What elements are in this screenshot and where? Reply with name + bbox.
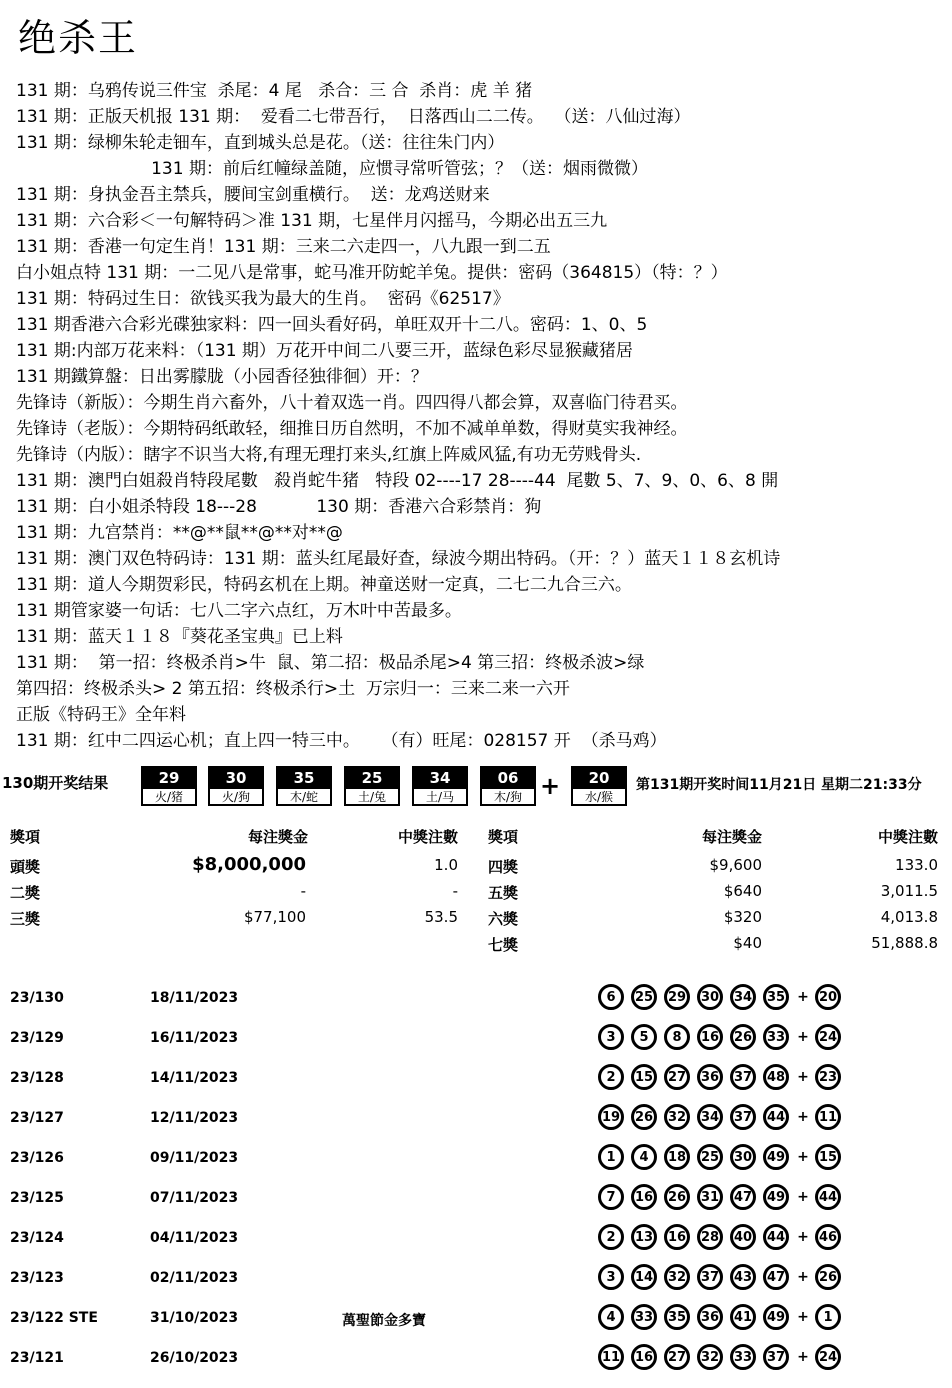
history-ball: 16 [631,1184,657,1210]
plus-sign: + [797,1189,809,1205]
prediction-line: 131 期：九宫禁肖：**@**鼠**@**对**@ [16,523,343,543]
prize-header-count: 中獎注數 [877,828,938,846]
prediction-line: 白小姐点特 131 期：一二见八是常事，蛇马准开防蛇羊兔。提供：密码（364815）（特：？） [16,263,728,283]
history-ball: 35 [664,1304,690,1330]
draw-id: 23/122 STE [10,1310,98,1326]
prize-header-amount: 每注獎金 [247,828,308,846]
prediction-line: 131 期：六合彩＜一句解特码＞准 131 期，七星伴月闪摇马，今期必出五三九 [16,211,608,231]
prize-count: 3,011.5 [880,882,938,900]
next-draw-time: 第131期开奖时间11月21日 星期二21:33分 [636,777,922,793]
ball-number: 20 [573,768,625,789]
prediction-line: 131 期： 第一招：终极杀肖>牛 鼠、第二招：极品杀尾>4 第三招：终极杀波>绿 [16,653,645,673]
prediction-line: 第四招：终极杀头> 2 第五招：终极杀行>土 万宗归一：三来二来一六开 [16,679,570,699]
prediction-line: 131 期：澳門白姐殺肖特段尾數 殺肖蛇牛猪 特段 02----17 28----44 尾數 5、7、9、0、6、8 開 [16,471,779,491]
history-ball: 3 [598,1264,624,1290]
plus-sign: + [797,1029,809,1045]
history-ball: 16 [697,1024,723,1050]
ball-zodiac: 火/猪 [154,790,184,804]
draw-result-bar [0,764,952,808]
history-ball: 25 [631,984,657,1010]
draw-result-label: 130期开奖结果 [2,774,109,792]
history-ball: 27 [664,1344,690,1370]
draw-date: 18/11/2023 [150,990,239,1006]
prediction-line: 131 期:内部万花来料：（131 期）万花开中间二八要三开，蓝绿色彩尽显猴藏猪居 [16,341,633,361]
history-ball: 49 [763,1184,789,1210]
history-row [0,1060,952,1100]
history-ball: 31 [697,1184,723,1210]
prize-amount: $640 [723,882,762,900]
history-row [0,1020,952,1060]
history-row [0,1260,952,1300]
history-special-ball: 15 [815,1144,841,1170]
history-ball: 26 [664,1184,690,1210]
history-ball: 18 [664,1144,690,1170]
history-special-ball: 11 [815,1104,841,1130]
history-ball: 44 [763,1224,789,1250]
history-ball: 37 [697,1264,723,1290]
prize-count: 4,013.8 [880,908,938,926]
history-ball: 35 [763,984,789,1010]
prediction-line: 先锋诗（内版）：瞎字不识当大将,有理无理打来头,红旗上阵威风猛,有功无劳贱骨头. [16,445,642,465]
prize-name: 五獎 [488,884,519,902]
draw-history-list [0,980,952,1380]
history-special-ball: 44 [815,1184,841,1210]
history-row [0,1180,952,1220]
plus-sign: + [797,1269,809,1285]
prediction-line: 先锋诗（新版）：今期生肖六畜外，八十着双选一肖。四四得八都会算，双喜临门待君买。 [16,393,688,413]
prediction-lines [0,78,952,754]
draw-ball [141,766,197,806]
draw-ball [344,766,400,806]
history-ball: 7 [598,1184,624,1210]
draw-id: 23/121 [10,1350,64,1366]
history-ball: 44 [763,1104,789,1130]
history-ball: 36 [697,1304,723,1330]
history-ball: 27 [664,1064,690,1090]
draw-ball [412,766,468,806]
prize-name: 頭獎 [10,858,41,876]
history-ball: 5 [631,1024,657,1050]
history-ball: 4 [598,1304,624,1330]
history-ball: 34 [697,1104,723,1130]
ball-zodiac: 火/狗 [221,790,251,804]
history-ball: 2 [598,1224,624,1250]
history-special-ball: 24 [815,1344,841,1370]
history-ball: 16 [631,1344,657,1370]
history-ball: 13 [631,1224,657,1250]
prediction-line: 131 期管家婆一句话：七八二字六点红，万木叶中苦最多。 [16,601,462,621]
history-ball: 6 [598,984,624,1010]
history-row [0,1340,952,1380]
history-special-ball: 46 [815,1224,841,1250]
ball-number: 34 [414,768,466,789]
history-ball: 37 [763,1344,789,1370]
prediction-line: 131 期：澳门双色特码诗：131 期：蓝头红尾最好查，绿波今期出特码。（开：？）蓝天１１８玄机诗 [16,549,781,569]
history-ball: 33 [631,1304,657,1330]
prize-amount: $320 [723,908,762,926]
history-ball: 2 [598,1064,624,1090]
history-ball: 40 [730,1224,756,1250]
draw-id: 23/126 [10,1150,64,1166]
history-ball: 16 [664,1224,690,1250]
history-special-ball: 20 [815,984,841,1010]
ball-number: 29 [143,768,195,789]
history-balls [598,1304,848,1330]
prize-name: 三獎 [10,910,41,928]
history-ball: 47 [763,1264,789,1290]
history-row [0,1300,952,1340]
history-special-ball: 24 [815,1024,841,1050]
draw-id: 23/128 [10,1070,64,1086]
prize-table [0,820,952,960]
history-special-ball: 23 [815,1064,841,1090]
draw-date: 02/11/2023 [150,1270,239,1286]
history-ball: 41 [730,1304,756,1330]
history-ball: 32 [664,1104,690,1130]
prize-amount: $40 [733,934,762,952]
history-ball: 11 [598,1344,624,1370]
draw-id: 23/130 [10,990,64,1006]
plus-sign: + [797,1349,809,1365]
history-ball: 47 [730,1184,756,1210]
prize-header-count: 中獎注數 [397,828,458,846]
special-ball [571,766,627,806]
history-special-ball: 26 [815,1264,841,1290]
prediction-line: 131 期：红中二四运心机；直上四一特三中。 （有）旺尾：028157 开 （杀马鸡） [16,731,667,751]
history-ball: 36 [697,1064,723,1090]
draw-date: 14/11/2023 [150,1070,239,1086]
draw-date: 12/11/2023 [150,1110,239,1126]
prediction-line: 131 期：前后红幢绿盖随，应惯寻常听管弦；？（送：烟雨微微） [16,159,648,179]
prediction-line: 131 期：正版天机报 131 期： 爱看二七带吾行， 日落西山二二传。 （送：八仙过海） [16,107,691,127]
prediction-line: 131 期：白小姐杀特段 18---28 130 期：香港六合彩禁肖：狗 [16,497,542,517]
prediction-line: 先锋诗（老版）：今期特码纸敢轻，细推日历自然明，不加不减单单数，得财莫实我神经。 [16,419,688,439]
plus-sign: + [797,989,809,1005]
plus-sign: + [797,1309,809,1325]
history-ball: 49 [763,1304,789,1330]
history-ball: 49 [763,1144,789,1170]
history-ball: 14 [631,1264,657,1290]
history-ball: 34 [730,984,756,1010]
history-special-ball: 1 [815,1304,841,1330]
history-row [0,1100,952,1140]
ball-number: 35 [278,768,330,789]
history-ball: 33 [730,1344,756,1370]
prize-count: 133.0 [895,856,938,874]
page-title: 绝杀王 [18,16,139,60]
prize-count: 51,888.8 [871,934,938,952]
draw-date: 16/11/2023 [150,1030,239,1046]
draw-ball [276,766,332,806]
history-ball: 19 [598,1104,624,1130]
draw-date: 09/11/2023 [150,1150,239,1166]
prize-name: 四獎 [488,858,519,876]
prize-header-name: 獎項 [488,828,519,846]
history-row [0,1140,952,1180]
draw-id: 23/125 [10,1190,64,1206]
prize-name: 六獎 [488,910,519,928]
history-ball: 1 [598,1144,624,1170]
history-balls [598,1184,848,1210]
prize-name: 七獎 [488,936,519,954]
prize-header-amount: 每注獎金 [701,828,762,846]
history-ball: 28 [697,1224,723,1250]
prediction-line: 正版《特码王》全年料 [16,705,186,725]
ball-zodiac: 土/马 [425,790,455,804]
draw-note: 萬聖節金多寶 [342,1313,426,1329]
ball-number: 30 [210,768,262,789]
prediction-line: 131 期鐵算盤：日出雾朦胧（小园香径独徘徊）开：？ [16,367,428,387]
history-ball: 3 [598,1024,624,1050]
history-balls [598,1264,848,1290]
history-row [0,1220,952,1260]
history-ball: 15 [631,1064,657,1090]
prize-amount: $9,600 [709,856,762,874]
plus-sign: + [797,1109,809,1125]
history-ball: 43 [730,1264,756,1290]
ball-zodiac: 水/猴 [584,790,614,804]
history-balls [598,1224,848,1250]
prediction-line: 131 期香港六合彩光碟独家料：四一回头看好码，单旺双开十二八。密码：1、0、5 [16,315,648,335]
history-ball: 32 [664,1264,690,1290]
history-ball: 4 [631,1144,657,1170]
history-ball: 33 [763,1024,789,1050]
draw-date: 07/11/2023 [150,1190,239,1206]
history-ball: 37 [730,1064,756,1090]
prediction-line: 131 期：蓝天１１８『葵花圣宝典』已上料 [16,627,343,647]
draw-date: 26/10/2023 [150,1350,239,1366]
draw-ball [208,766,264,806]
prize-name: 二獎 [10,884,41,902]
history-ball: 37 [730,1104,756,1130]
ball-zodiac: 土/兔 [357,790,387,804]
history-ball: 48 [763,1064,789,1090]
prize-count: 1.0 [434,856,458,874]
ball-zodiac: 木/狗 [493,790,523,804]
draw-id: 23/124 [10,1230,64,1246]
history-ball: 26 [631,1104,657,1130]
history-ball: 8 [664,1024,690,1050]
plus-sign: + [797,1229,809,1245]
ball-number: 25 [346,768,398,789]
history-ball: 26 [730,1024,756,1050]
ball-zodiac: 木/蛇 [289,790,319,804]
prize-amount: $77,100 [243,908,306,926]
history-balls [598,1144,848,1170]
plus-sign: + [540,772,561,800]
plus-sign: + [797,1069,809,1085]
draw-date: 31/10/2023 [150,1310,239,1326]
prediction-line: 131 期：乌鸦传说三件宝 杀尾：4 尾 杀合：三 合 杀肖：虎 羊 猪 [16,81,533,101]
prize-amount: $8,000,000 [192,854,306,875]
history-balls [598,1344,848,1370]
history-ball: 30 [730,1144,756,1170]
draw-id: 23/129 [10,1030,64,1046]
draw-id: 23/127 [10,1110,64,1126]
prediction-line: 131 期：身执金吾主禁兵，腰间宝剑重横行。 送：龙鸡送财来 [16,185,490,205]
plus-sign: + [797,1149,809,1165]
prize-count: - [452,882,458,900]
prize-amount: - [300,882,306,900]
prize-header-name: 獎項 [10,828,41,846]
history-row [0,980,952,1020]
history-balls [598,1064,848,1090]
history-balls [598,984,848,1010]
history-balls [598,1104,848,1130]
ball-number: 06 [482,768,534,789]
prize-count: 53.5 [424,908,458,926]
prediction-line: 131 期：绿柳朱轮走钿车，直到城头总是花。（送：往往朱门内） [16,133,505,153]
history-ball: 32 [697,1344,723,1370]
draw-ball [480,766,536,806]
prediction-line: 131 期：特码过生日：欲钱买我为最大的生肖。 密码《62517》 [16,289,510,309]
history-balls [598,1024,848,1050]
prediction-line: 131 期：香港一句定生肖！131 期：三来二六走四一，八九跟一到二五 [16,237,551,257]
history-ball: 29 [664,984,690,1010]
history-ball: 25 [697,1144,723,1170]
draw-date: 04/11/2023 [150,1230,239,1246]
draw-id: 23/123 [10,1270,64,1286]
history-ball: 30 [697,984,723,1010]
prediction-line: 131 期：道人今期贺彩民，特码玄机在上期。神童送财一定真，二七二九合三六。 [16,575,632,595]
